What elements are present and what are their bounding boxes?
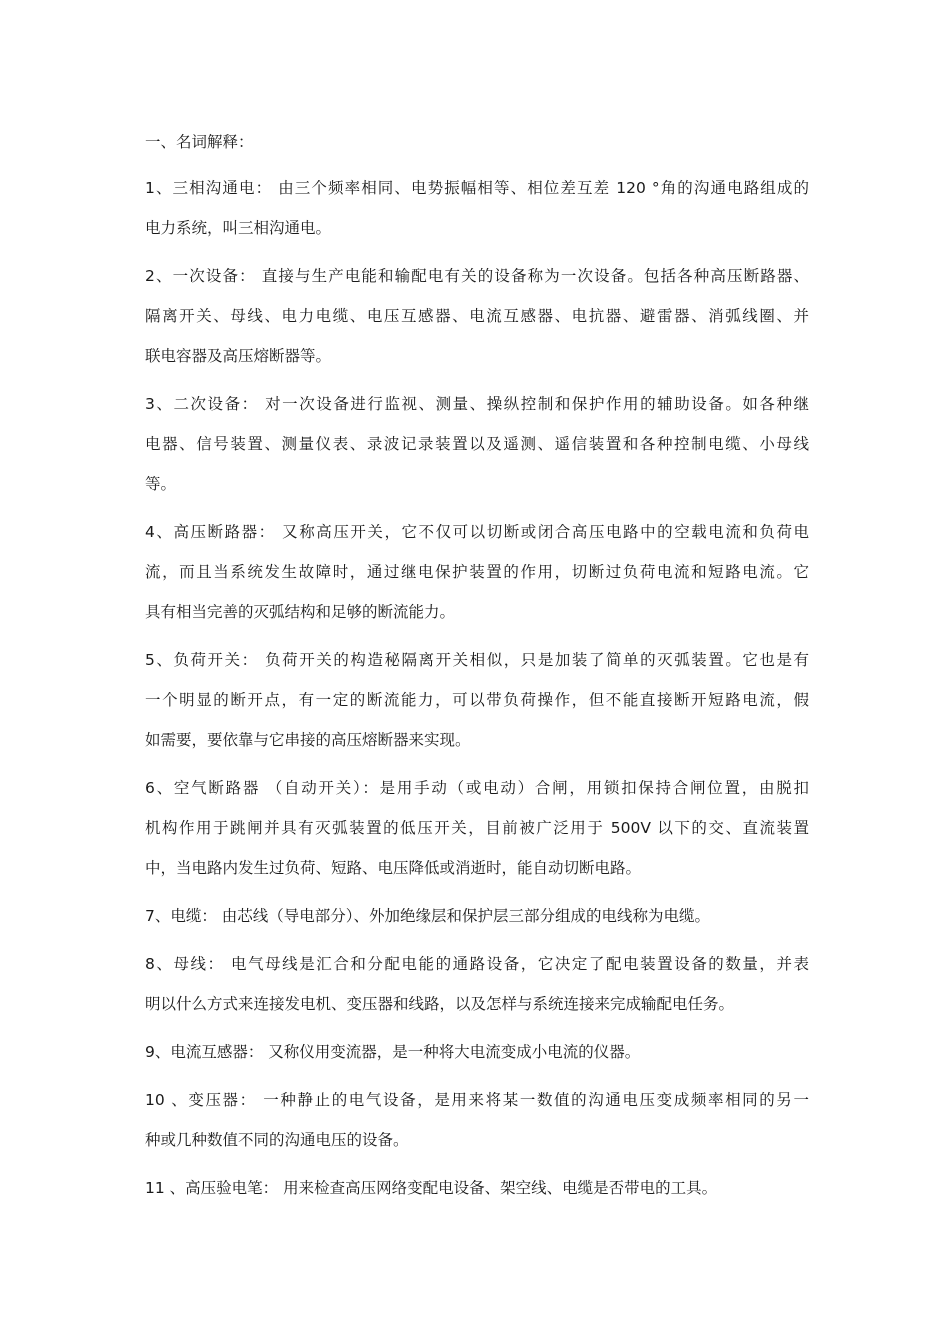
- term-entry-1: [145, 168, 809, 248]
- term-entry-3: [145, 384, 809, 504]
- term-line: 9、电流互感器： 又称仪用变流器，是一种将大电流变成小电流的仪器。: [145, 1043, 641, 1061]
- term-line: 种或几种数值不同的沟通电压的设备。: [145, 1131, 409, 1149]
- term-line: 2、一次设备： 直接与生产电能和输配电有关的设备称为一次设备。包括各种高压断路器、: [145, 267, 809, 285]
- term-entry-9: [145, 1032, 809, 1072]
- term-line: 等。: [145, 475, 177, 493]
- term-line: 6、空气断路器 （自动开关）：是用手动（或电动）合闸，用锁扣保持合闸位置，由脱扣: [145, 779, 809, 797]
- term-line: 3、二次设备： 对一次设备进行监视、测量、操纵控制和保护作用的辅助设备。如各种继: [145, 395, 809, 413]
- term-line: 10 、变压器： 一种静止的电气设备，是用来将某一数值的沟通电压变成频率相同的另一: [145, 1091, 809, 1109]
- term-line: 具有相当完善的灭弧结构和足够的断流能力。: [145, 603, 456, 621]
- term-entry-7: [145, 896, 809, 936]
- section-title: 一、名词解释：: [145, 133, 254, 151]
- term-line: 电器、信号装置、测量仪表、录波记录装置以及遥测、遥信装置和各种控制电缆、小母线: [145, 435, 809, 453]
- term-entry-6: [145, 768, 809, 888]
- term-entry-5: [145, 640, 809, 760]
- term-line: 1、三相沟通电： 由三个频率相同、电势振幅相等、相位差互差 120 °角的沟通电路组成的: [145, 179, 809, 197]
- term-entry-2: [145, 256, 809, 376]
- term-line: 11 、高压验电笔： 用来检查高压网络变配电设备、架空线、电缆是否带电的工具。: [145, 1179, 718, 1197]
- term-line: 5、负荷开关： 负荷开关的构造秘隔离开关相似，只是加装了简单的灭弧装置。它也是有: [145, 651, 809, 669]
- term-entry-4: [145, 512, 809, 632]
- term-line: 如需要，要依靠与它串接的高压熔断器来实现。: [145, 731, 471, 749]
- term-line: 4、高压断路器： 又称高压开关，它不仅可以切断或闭合高压电路中的空载电流和负荷电: [145, 523, 809, 541]
- term-line: 电力系统，叫三相沟通电。: [145, 219, 332, 237]
- term-line: 联电容器及高压熔断器等。: [145, 347, 332, 365]
- term-entry-8: [145, 944, 809, 1024]
- document-body: [145, 122, 809, 1216]
- term-line: 一个明显的断开点，有一定的断流能力，可以带负荷操作，但不能直接断开短路电流，假: [145, 691, 809, 709]
- term-line: 隔离开关、母线、电力电缆、电压互感器、电流互感器、电抗器、避雷器、消弧线圈、并: [145, 307, 809, 325]
- term-entry-11: [145, 1168, 809, 1208]
- term-line: 7、电缆： 由芯线（导电部分）、外加绝缘层和保护层三部分组成的电线称为电缆。: [145, 907, 711, 925]
- term-line: 中，当电路内发生过负荷、短路、电压降低或消逝时，能自动切断电路。: [145, 859, 642, 877]
- term-line: 流，而且当系统发生故障时，通过继电保护装置的作用，切断过负荷电流和短路电流。它: [145, 563, 809, 581]
- term-entry-10: [145, 1080, 809, 1160]
- term-line: 机构作用于跳闸并具有灭弧装置的低压开关，目前被广泛用于 500V 以下的交、直流装置: [145, 819, 809, 837]
- term-line: 明以什么方式来连接发电机、变压器和线路，以及怎样与系统连接来完成输配电任务。: [145, 995, 735, 1013]
- term-line: 8、母线： 电气母线是汇合和分配电能的通路设备，它决定了配电装置设备的数量，并表: [145, 955, 809, 973]
